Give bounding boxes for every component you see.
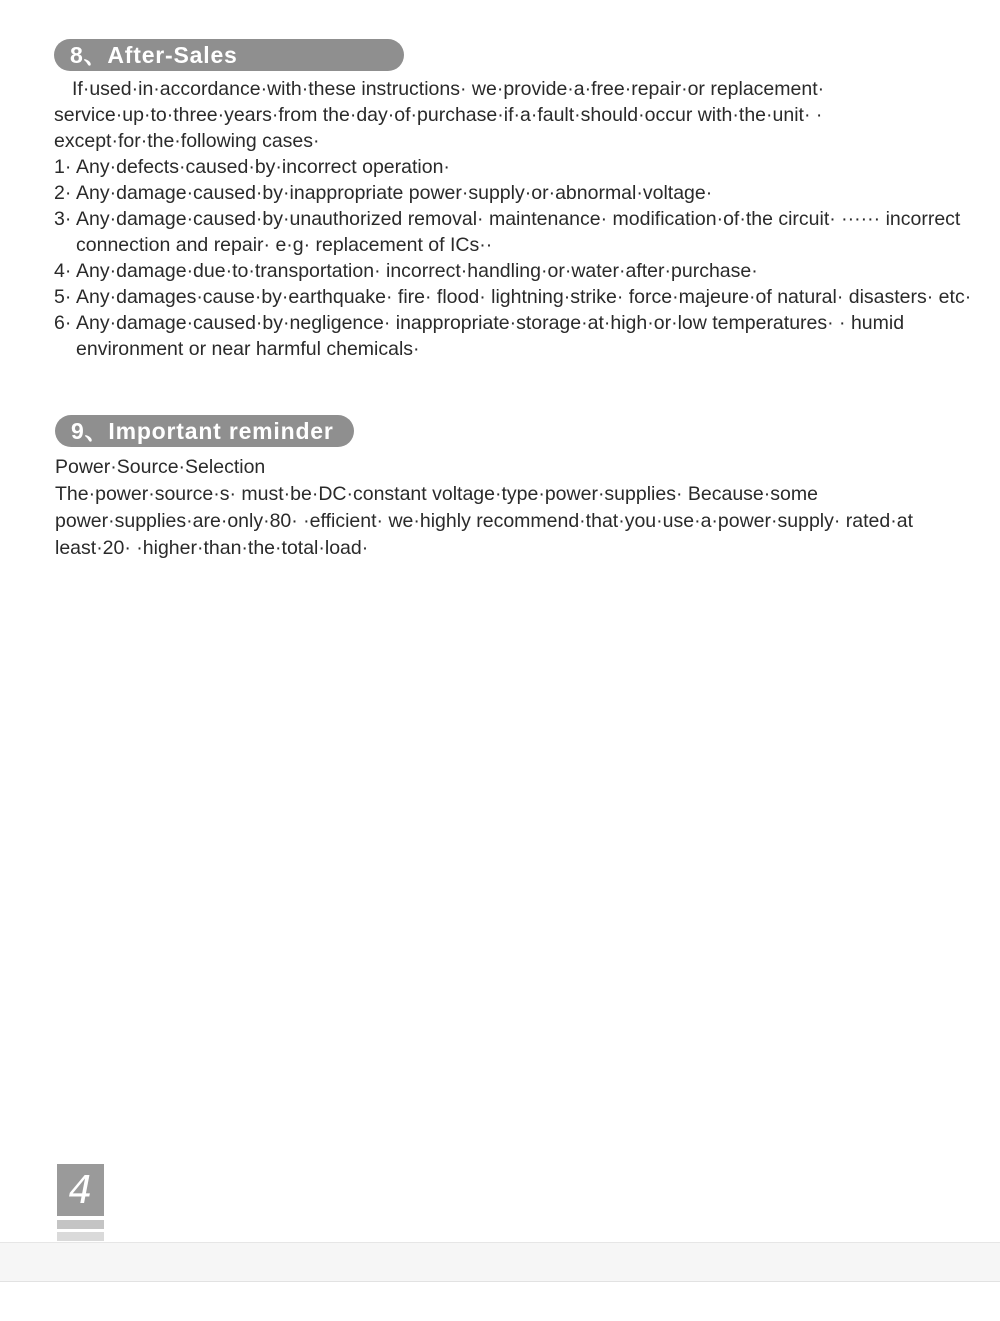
intro-line: except·for·the·following cases· xyxy=(54,130,320,152)
list-item-number: 5· xyxy=(54,286,72,308)
list-item xyxy=(54,154,984,180)
after-sales-intro xyxy=(54,76,974,154)
page-gap xyxy=(0,1243,1000,1281)
list-item-text: Any·damages·cause·by·earthquake· fire· flood· lightning·strike· force·majeure·of natural· disasters· etc· xyxy=(76,286,972,308)
list-item-text: Any·damage·due·to·transportation· incorrect·handling·or·water·after·purchase· xyxy=(76,260,758,282)
power-source-subtitle: Power·Source·Selection xyxy=(55,456,266,478)
list-item-number: 2· xyxy=(54,182,72,204)
section-heading-after-sales: 8、After-Sales xyxy=(54,39,404,71)
list-item-number: 4· xyxy=(54,260,72,282)
page-number: 4 xyxy=(57,1164,104,1216)
list-item xyxy=(54,258,984,284)
intro-line: If·used·in·accordance·with·these instructions· we·provide·a·free·repair·or replacement· xyxy=(72,78,825,100)
page-number-accent-bar xyxy=(57,1232,104,1241)
next-page-edge xyxy=(0,1281,1000,1321)
list-item xyxy=(54,206,984,258)
exclusion-list xyxy=(54,154,984,362)
list-item-text: Any·damage·caused·by·inappropriate power·supply·or·abnormal·voltage· xyxy=(76,182,713,204)
list-item xyxy=(54,284,984,310)
list-item xyxy=(54,180,984,206)
section-heading-important-reminder: 9、Important reminder xyxy=(55,415,354,447)
list-item-text: Any·damage·caused·by·negligence· inappropriate·storage·at·high·or·low temperatures· · humid environment or near harmful chemicals· xyxy=(76,312,905,360)
intro-line: service·up·to·three·years·from the·day·of·purchase·if·a·fault·should·occur with·the·unit· · xyxy=(54,104,823,126)
list-item-number: 1· xyxy=(54,156,72,178)
page-number-accent-bar xyxy=(57,1220,104,1229)
list-item xyxy=(54,310,984,362)
list-item-number: 3· xyxy=(54,208,72,230)
list-item-number: 6· xyxy=(54,312,72,334)
list-item-text: Any·damage·caused·by·unauthorized removal· maintenance· modification·of·the circuit· ······ incorrect connection and repair· e·g· replacement of ICs·· xyxy=(76,208,961,256)
list-item-text: Any·defects·caused·by·incorrect operation· xyxy=(76,156,450,178)
power-source-paragraph: The·power·source·s· must·be·DC·constant voltage·type·power·supplies· Because·some power·supplies·are·only·80· ·efficient· we·highly recommend·that·you·use·a·power·supply· rated·at least·20· ·higher·than·the·total·load· xyxy=(55,483,913,559)
